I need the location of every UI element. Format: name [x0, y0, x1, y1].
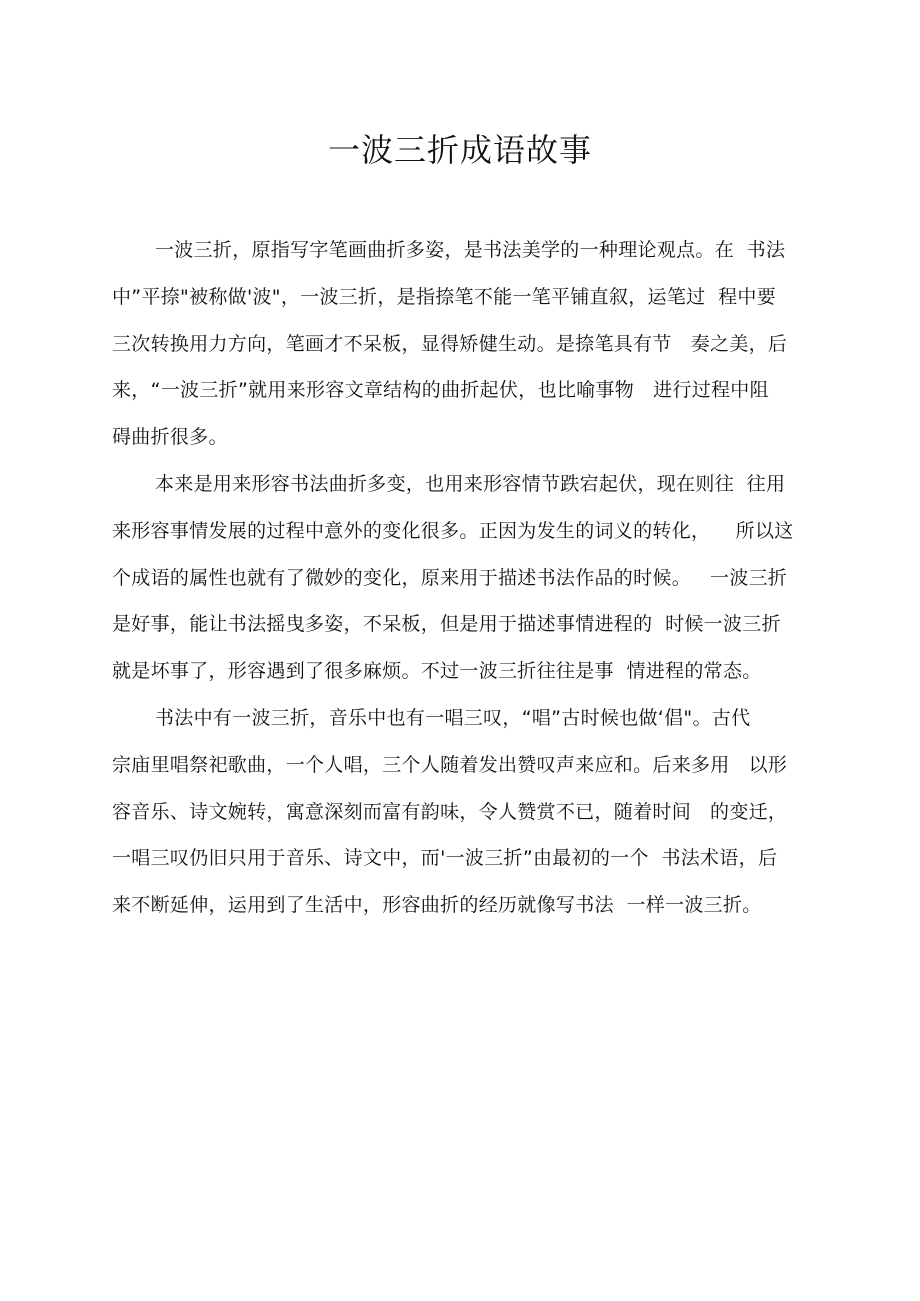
- paragraph-1: [112, 239, 812, 449]
- paragraph-line: 本来是用来形容书法曲折多变，也用来形容情节跌宕起伏，现在则往 往用: [155, 472, 786, 495]
- paragraph-line: 容音乐、诗文婉转，寓意深刻而富有韵味，令人赞赏不已，随着时间 的变迁，: [112, 800, 788, 823]
- paragraph-line: 三次转换用力方向，笔画才不呆板，显得矫健生动。是捺笔具有节 奏之美，后: [112, 332, 788, 355]
- document-title: 一波三折成语故事: [327, 131, 592, 169]
- paragraph-line: 个成语的属性也就有了微妙的变化，原来用于描述书法作品的时候。 一波三折: [112, 566, 788, 589]
- paragraph-line: 一波三折，原指写字笔画曲折多姿，是书法美学的一种理论观点。在 书法: [155, 239, 786, 261]
- paragraph-line: 来不断延伸，运用到了生活中，形容曲折的经历就像写书法 一样一波三折。: [112, 894, 762, 917]
- paragraph-line: 来形容事情发展的过程中意外的变化很多。正因为发生的词义的转化， 所以这: [112, 519, 794, 542]
- paragraph-2: [112, 473, 812, 683]
- paragraph-line: 书法中有一波三折，音乐中也有一唱三叹，“唱”古时候也做‘倡"。古代: [155, 706, 751, 729]
- paragraph-line: 碍曲折很多。: [112, 426, 228, 449]
- paragraph-line: 来，“一波三折”就用来形容文章结构的曲折起伏，也比喻事物 进行过程中阻: [112, 379, 769, 402]
- paragraph-line: 是好事，能让书法摇曳多姿，不呆板，但是用于描述事情进程的 时候一波三折: [112, 613, 781, 636]
- document-body: [112, 239, 812, 941]
- paragraph-line: 宗庙里唱祭祀歌曲，一个人唱，三个人随着发出赞叹声来应和。后来多用 以形: [112, 753, 788, 776]
- paragraph-line: 一唱三叹仍旧只用于音乐、诗文中，而'一波三折”由最初的一个 书法术语，后: [112, 847, 778, 870]
- paragraph-3: [112, 707, 812, 917]
- paragraph-line: 就是坏事了，形容遇到了很多麻烦。不过一波三折往往是事 情进程的常态。: [112, 660, 762, 683]
- paragraph-line: 中”平捺"被称做'波"，一波三折，是指捺笔不能一笔平铺直叙，运笔过 程中要: [112, 285, 777, 308]
